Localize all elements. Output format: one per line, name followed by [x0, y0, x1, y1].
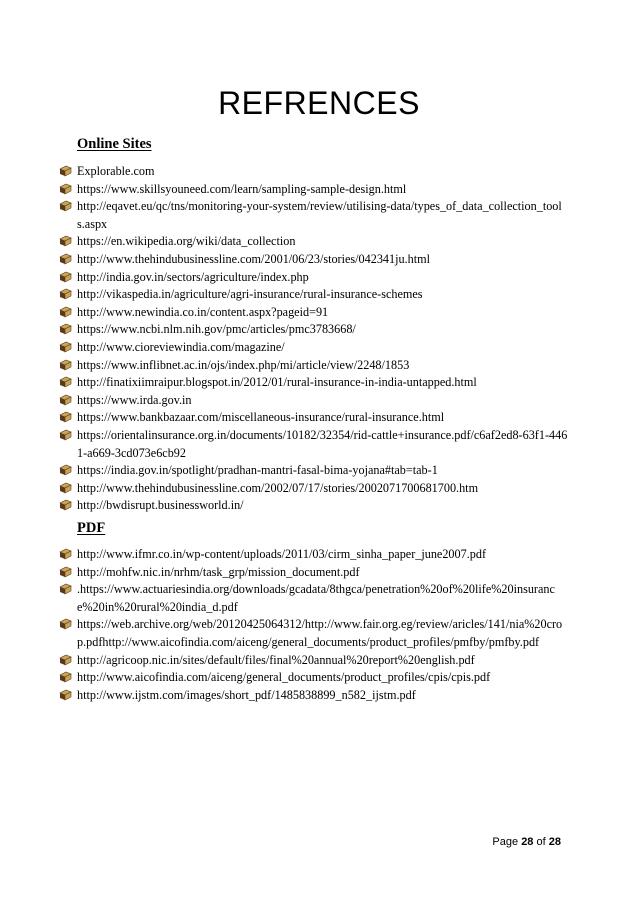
online-reference-item: [59, 374, 569, 392]
online-reference-item: [59, 251, 569, 269]
book-bullet-icon: [59, 671, 72, 683]
book-bullet-icon: [59, 394, 72, 406]
online-reference-item: [59, 269, 569, 287]
online-reference-item: [59, 304, 569, 322]
book-bullet-icon: [59, 235, 72, 247]
pdf-reference-item: [59, 652, 569, 670]
online-reference-item: [59, 163, 569, 181]
book-bullet-icon: [59, 323, 72, 335]
book-bullet-icon: [59, 411, 72, 423]
reference-text: http://www.aicofindia.com/aiceng/general_documents/product_profiles/cpis/cpis.pdf: [77, 670, 491, 685]
reference-text: https://web.archive.org/web/20120425064312/http://www.fair.org.eg/review/aricles/141/nia%20crop.pdfhttp://www.aicofindia.com/aiceng/general_documents/product_profiles/pmfby/pmfby.pdf: [77, 617, 563, 649]
book-bullet-icon: [59, 566, 72, 578]
current-page-number: 28: [521, 836, 534, 848]
reference-text: https://en.wikipedia.org/wiki/data_collection: [77, 234, 296, 249]
section-heading-pdf: PDF: [77, 520, 106, 536]
book-bullet-icon: [59, 583, 72, 595]
reference-text: http://eqavet.eu/qc/tns/monitoring-your-system/review/utilising-data/types_of_data_collection_tools.aspx: [77, 199, 562, 231]
reference-text: http://vikaspedia.in/agriculture/agri-insurance/rural-insurance-schemes: [77, 287, 423, 302]
reference-text: .https://www.actuariesindia.org/downloads/gcadata/8thgca/penetration%20of%20life%20insurance%20in%20rural%20india_d.pdf: [77, 582, 555, 614]
online-sites-list: [59, 163, 569, 515]
online-reference-item: [59, 339, 569, 357]
book-bullet-icon: [59, 306, 72, 318]
reference-text: https://www.bankbazaar.com/miscellaneous-insurance/rural-insurance.html: [77, 410, 445, 425]
reference-text: http://finatixiimraipur.blogspot.in/2012/01/rural-insurance-in-india-untapped.html: [77, 375, 477, 390]
reference-text: https://www.ncbi.nlm.nih.gov/pmc/articles/pmc3783668/: [77, 322, 356, 337]
page-label: Page: [492, 836, 519, 848]
online-reference-item: [59, 181, 569, 199]
online-reference-item: [59, 321, 569, 339]
book-bullet-icon: [59, 200, 72, 212]
book-bullet-icon: [59, 165, 72, 177]
reference-text: https://www.skillsyouneed.com/learn/sampling-sample-design.html: [77, 181, 407, 196]
book-bullet-icon: [59, 429, 72, 441]
book-bullet-icon: [59, 288, 72, 300]
online-reference-item: [59, 198, 569, 233]
reference-text: http://agricoop.nic.in/sites/default/files/final%20annual%20report%20english.pdf: [77, 652, 475, 667]
book-bullet-icon: [59, 482, 72, 494]
book-bullet-icon: [59, 689, 72, 701]
reference-text: http://www.newindia.co.in/content.aspx?pageid=91: [77, 304, 329, 319]
online-reference-item: [59, 357, 569, 375]
book-bullet-icon: [59, 376, 72, 388]
reference-text: https://orientalinsurance.org.in/documents/10182/32354/rid-cattle+insurance.pdf/c6af2ed8-63f1-4461-a669-3cd073e6cb92: [77, 427, 568, 460]
online-reference-item: [59, 497, 569, 515]
online-reference-item: [59, 480, 569, 498]
online-reference-item: [59, 233, 569, 251]
pdf-reference-item: [59, 581, 569, 616]
book-bullet-icon: [59, 253, 72, 265]
of-label: of: [536, 836, 546, 848]
reference-text: http://www.ifmr.co.in/wp-content/uploads/2011/03/cirm_sinha_paper_june2007.pdf: [77, 547, 486, 561]
book-bullet-icon: [59, 618, 72, 630]
online-reference-item: [59, 462, 569, 480]
reference-text: https://www.irda.gov.in: [77, 392, 192, 407]
reference-text: http://www.thehindubusinessline.com/2001/06/23/stories/042341ju.html: [77, 251, 430, 266]
reference-text: https://www.inflibnet.ac.in/ojs/index.php/mi/article/view/2248/1853: [77, 357, 410, 372]
online-reference-item: [59, 286, 569, 304]
book-bullet-icon: [59, 341, 72, 353]
reference-text: Explorable.com: [77, 164, 155, 178]
book-bullet-icon: [59, 359, 72, 371]
book-bullet-icon: [59, 464, 72, 476]
reference-text: http://mohfw.nic.in/nrhm/task_grp/mission_document.pdf: [77, 564, 360, 579]
reference-text: http://www.cioreviewindia.com/magazine/: [77, 339, 285, 354]
pdf-reference-item: [59, 669, 569, 687]
total-pages-number: 28: [548, 836, 561, 848]
page-footer: [492, 836, 561, 848]
reference-text: http://www.ijstm.com/images/short_pdf/1485838899_n582_ijstm.pdf: [77, 687, 416, 702]
pdf-reference-item: [59, 564, 569, 582]
pdf-reference-item: [59, 616, 569, 651]
reference-text: http://bwdisrupt.businessworld.in/: [77, 498, 244, 513]
section-heading-online-sites: Online Sites: [77, 136, 152, 152]
online-reference-item: [59, 427, 569, 462]
book-bullet-icon: [59, 183, 72, 195]
book-bullet-icon: [59, 499, 72, 511]
online-reference-item: [59, 392, 569, 410]
pdf-reference-item: [59, 687, 569, 705]
pdf-list: [59, 546, 569, 704]
reference-text: https://india.gov.in/spotlight/pradhan-mantri-fasal-bima-yojana#tab=tab-1: [77, 463, 438, 478]
online-reference-item: [59, 409, 569, 427]
page-title: REFRENCES: [218, 85, 420, 121]
book-bullet-icon: [59, 271, 72, 283]
pdf-reference-item: [59, 546, 569, 564]
reference-text: http://india.gov.in/sectors/agriculture/index.php: [77, 269, 309, 284]
book-bullet-icon: [59, 548, 72, 560]
reference-text: http://www.thehindubusinessline.com/2002/07/17/stories/2002071700681700.htm: [77, 480, 479, 495]
book-bullet-icon: [59, 654, 72, 666]
